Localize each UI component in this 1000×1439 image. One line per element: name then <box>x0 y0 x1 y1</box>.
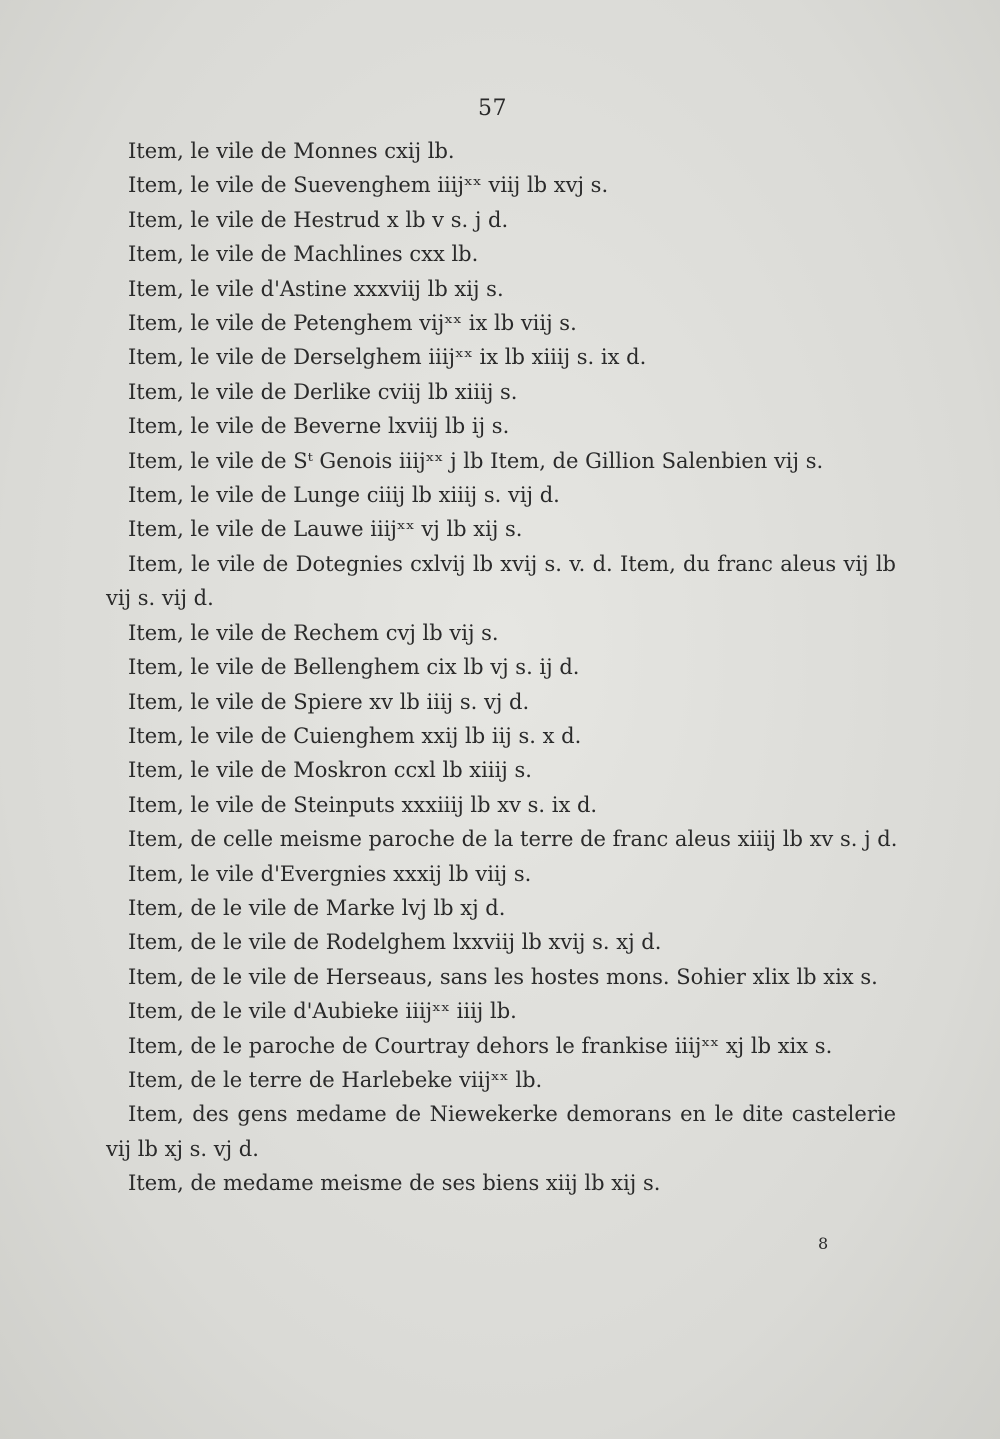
entry-line: Item, le vile de Derselghem iiijˣˣ ix lb xiiij s. ix d. <box>128 345 647 370</box>
entry-line: Item, le vile de Lunge ciiij lb xiiij s. vij d. <box>128 483 560 508</box>
page-number: 57 <box>478 96 507 121</box>
entry-line: Item, le vile de Suevenghem iiijˣˣ viij lb xvj s. <box>128 173 609 198</box>
entry-line: Item, le vile de Lauwe iiijˣˣ vj lb xij s. <box>128 517 523 542</box>
entry-line: Item, le vile de Monnes cxij lb. <box>128 139 455 163</box>
entry-line: Item, le vile de Derlike cviij lb xiiij s. <box>128 379 518 404</box>
entry-line: Item, le vile de Beverne lxviij lb ij s. <box>128 414 510 439</box>
entry-line: Item, de medame meisme de ses biens xiij lb xij s. <box>128 1171 661 1196</box>
entry-line: Item, le vile de Sᵗ Genois iiijˣˣ j lb Item, de Gillion Salenbien vij s. <box>128 448 824 473</box>
entry-list <box>106 134 896 1201</box>
entry-line: Item, le vile de Hestrud x lb v s. j d. <box>128 207 509 232</box>
entry-line: Item, le vile d'Evergnies xxxij lb viij s. <box>128 861 532 886</box>
entry-line: Item, le vile de Rechem cvj lb vij s. <box>128 620 499 645</box>
entry-line: Item, des gens medame de Niewekerke demorans en le dite castelerie <box>128 1102 896 1127</box>
entry-line-continuation: vij lb xj s. vj d. <box>106 1136 259 1161</box>
entry-line: Item, le vile d'Astine xxxviij lb xij s. <box>128 276 504 301</box>
entry-line: Item, le vile de Dotegnies cxlvij lb xvij s. v. d. Item, du franc aleus vij lb <box>128 551 896 576</box>
entry-line: Item, de le vile de Marke lvj lb xj d. <box>128 895 506 920</box>
entry-line: Item, le vile de Steinputs xxxiiij lb xv s. ix d. <box>128 792 598 817</box>
entry-line: Item, le vile de Cuienghem xxij lb iij s. x d. <box>128 723 582 748</box>
entry-line: Item, de le vile de Rodelghem lxxviij lb xvij s. xj d. <box>128 930 662 955</box>
entry-line: Item, le vile de Bellenghem cix lb vj s. ij d. <box>128 655 580 680</box>
signature-mark: 8 <box>818 1234 829 1253</box>
entry-line-continuation: vij s. vij d. <box>106 586 214 611</box>
entry-line: Item, de le paroche de Courtray dehors le frankise iiijˣˣ xj lb xix s. <box>128 1033 833 1058</box>
entry-line: Item, de celle meisme paroche de la terre de franc aleus xiiij lb xv s. j d. <box>128 827 898 852</box>
entry-line: Item, le vile de Spiere xv lb iiij s. vj d. <box>128 689 530 714</box>
entry-line: Item, de le vile de Herseaus, sans les hostes mons. Sohier xlix lb xix s. <box>128 964 878 989</box>
entry-line: Item, le vile de Moskron ccxl lb xiiij s. <box>128 758 532 783</box>
entry-line: Item, de le vile d'Aubieke iiijˣˣ iiij lb. <box>128 999 517 1024</box>
entry-line: Item, le vile de Petenghem vijˣˣ ix lb viij s. <box>128 311 577 336</box>
entry-line: Item, le vile de Machlines cxx lb. <box>128 242 479 267</box>
entry-line: Item, de le terre de Harlebeke viijˣˣ lb. <box>128 1067 543 1092</box>
